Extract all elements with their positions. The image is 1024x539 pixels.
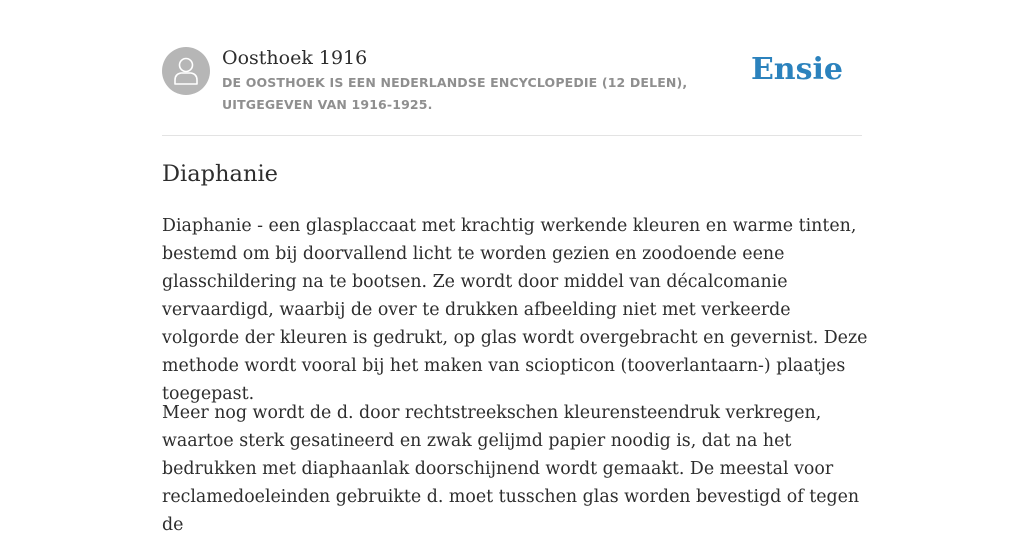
brand-logo[interactable]: Ensie (750, 52, 843, 87)
article-title: Diaphanie (162, 161, 278, 187)
source-title[interactable]: Oosthoek 1916 (222, 47, 368, 69)
article-paragraph: Meer nog wordt de d. door rechtstreekschen kleurensteendruk verkregen, waartoe sterk gesatineerd en zwak gelijmd papier noodig is, dat na het bedrukken met diaphaanlak doorschijnend wordt gemaakt. De meestal voor reclamedoeleinden gebruikte d. moet tusschen glas worden bevestigd of tegen de (162, 403, 860, 535)
article-paragraph: Diaphanie - een glasplaccaat met krachtig werkende kleuren en warme tinten, bestemd om bij doorvallend licht te worden gezien en zoodoende eene glasschildering na te bootsen. Ze wordt door middel van décalcomanie vervaardigd, waarbij de over te drukken afbeelding niet met verkeerde volgorde der kleuren is gedrukt, op glas wordt overgebracht en gevernist. Deze methode wordt vooral bij het maken van sciopticon (tooverlantaarn-) plaatjes toegepast. (162, 216, 868, 404)
user-icon (173, 56, 199, 86)
avatar[interactable] (162, 47, 210, 95)
source-header (162, 47, 862, 136)
source-description: DE OOSTHOEK IS EEN NEDERLANDSE ENCYCLOPEDIE (12 DELEN), UITGEGEVEN VAN 1916-1925. (222, 75, 688, 112)
